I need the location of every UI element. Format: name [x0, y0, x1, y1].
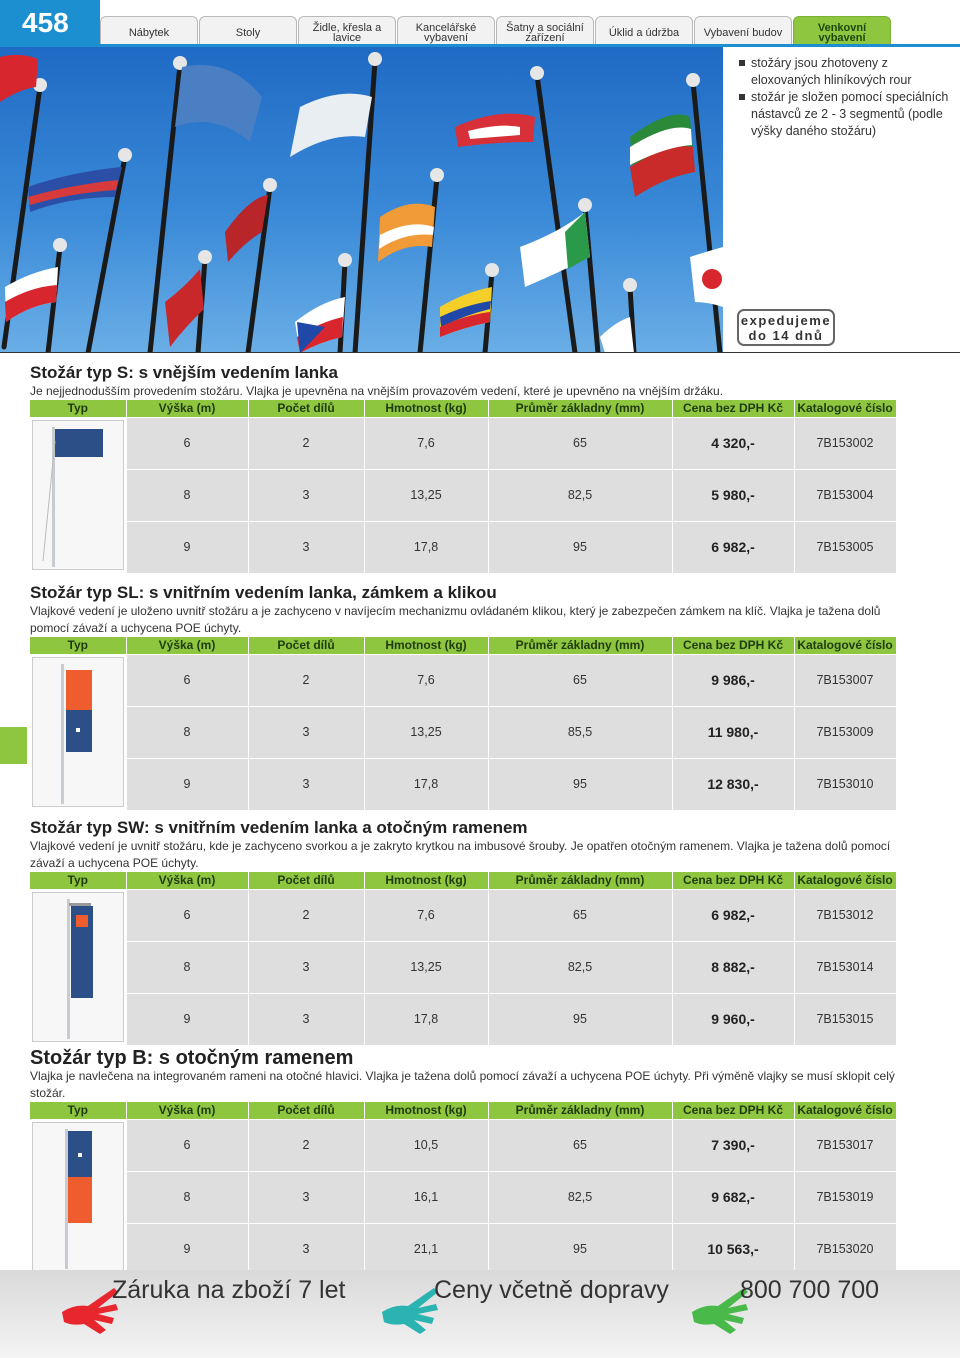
cell-height: 8	[126, 1171, 248, 1223]
cell-catalog: 7B153002	[794, 417, 896, 469]
col-cena: Cena bez DPH Kč	[672, 637, 794, 654]
photo-divider	[0, 352, 960, 353]
cell-diameter: 95	[488, 758, 672, 810]
section-title: Stožár typ S: s vnějším vedením lanka	[30, 363, 339, 382]
flagpole-sw-icon	[33, 893, 123, 1041]
col-cena: Cena bez DPH Kč	[672, 1102, 794, 1119]
cell-price: 9 960,-	[672, 993, 794, 1045]
footer-shipping: Ceny včetně dopravy	[434, 1276, 669, 1304]
table-row	[30, 889, 896, 941]
cell-catalog: 7B153004	[794, 469, 896, 521]
section-type-s	[30, 363, 896, 573]
cell-parts: 3	[248, 941, 364, 993]
table-header	[30, 1102, 896, 1119]
hand-icon-red	[58, 1282, 120, 1336]
flagpoles-photo	[0, 47, 723, 353]
col-typ: Typ	[30, 400, 126, 417]
bullet-material: stožáry jsou zhotoveny z eloxovaných hliníkových rour	[737, 55, 952, 89]
flagpole-s-icon	[33, 421, 123, 569]
cell-diameter: 85,5	[488, 706, 672, 758]
cell-parts: 3	[248, 521, 364, 573]
section-title: Stožár typ B: s otočným ramenem	[30, 1047, 354, 1069]
tab-venkovni[interactable]: Venkovní vybavení	[793, 16, 891, 45]
cell-parts: 3	[248, 993, 364, 1045]
cell-height: 9	[126, 993, 248, 1045]
col-typ: Typ	[30, 872, 126, 889]
cell-price: 9 682,-	[672, 1171, 794, 1223]
cell-weight: 7,6	[364, 889, 488, 941]
cell-diameter: 95	[488, 521, 672, 573]
price-table	[30, 1102, 897, 1275]
footer-phone[interactable]: 800 700 700	[740, 1276, 880, 1304]
cell-catalog: 7B153012	[794, 889, 896, 941]
col-vyska: Výška (m)	[126, 872, 248, 889]
cell-weight: 17,8	[364, 521, 488, 573]
cell-parts: 3	[248, 758, 364, 810]
cell-height: 8	[126, 706, 248, 758]
cell-weight: 13,25	[364, 469, 488, 521]
cell-weight: 17,8	[364, 758, 488, 810]
table-row	[30, 1223, 896, 1275]
col-vyska: Výška (m)	[126, 1102, 248, 1119]
cell-price: 5 980,-	[672, 469, 794, 521]
col-hmotnost: Hmotnost (kg)	[364, 400, 488, 417]
col-cena: Cena bez DPH Kč	[672, 400, 794, 417]
cell-diameter: 82,5	[488, 941, 672, 993]
price-table	[30, 637, 897, 810]
cell-weight: 17,8	[364, 993, 488, 1045]
cell-price: 9 986,-	[672, 654, 794, 706]
cell-height: 6	[126, 417, 248, 469]
col-vyska: Výška (m)	[126, 637, 248, 654]
section-description: Vlajka je navlečena na integrovaném rameni na otočné hlavici. Vlajka je tažena dolů pomocí závaží a uchycena POE úchyty. Při výměně vlajky se musí sklopit celý stožár.	[30, 1069, 895, 1100]
flagpole-sl-image	[32, 657, 124, 807]
shipping-badge	[737, 309, 835, 346]
shipping-badge-line2: do 14 dnů	[748, 328, 824, 343]
flagpole-sl-icon	[33, 658, 123, 806]
tab-satny[interactable]: Šatny a sociální zařízení	[496, 16, 594, 45]
col-pocet-dilu: Počet dílů	[248, 1102, 364, 1119]
table-row	[30, 758, 896, 810]
table-header	[30, 637, 896, 654]
product-image-cell	[30, 1119, 126, 1275]
col-prumer: Průměr základny (mm)	[488, 637, 672, 654]
cell-catalog: 7B153020	[794, 1223, 896, 1275]
cell-height: 6	[126, 1119, 248, 1171]
cell-height: 8	[126, 469, 248, 521]
cell-weight: 13,25	[364, 706, 488, 758]
col-typ: Typ	[30, 1102, 126, 1119]
col-katalog: Katalogové číslo	[794, 400, 896, 417]
flagpole-sw-image	[32, 892, 124, 1042]
cell-diameter: 95	[488, 993, 672, 1045]
cell-weight: 7,6	[364, 417, 488, 469]
cell-catalog: 7B153014	[794, 941, 896, 993]
price-table	[30, 872, 897, 1045]
cell-diameter: 65	[488, 1119, 672, 1171]
cell-weight: 10,5	[364, 1119, 488, 1171]
product-image-cell	[30, 654, 126, 810]
cell-parts: 3	[248, 706, 364, 758]
flagpoles-illustration	[0, 47, 723, 353]
flagpole-b-icon	[33, 1123, 123, 1271]
bullet-segments: stožár je složen pomocí speciálních nástavců ze 2 - 3 segmentů (podle výšky daného stožáru)	[737, 89, 952, 140]
table-row	[30, 706, 896, 758]
cell-catalog: 7B153010	[794, 758, 896, 810]
table-row	[30, 654, 896, 706]
tab-stoly[interactable]: Stoly	[199, 16, 297, 45]
cell-weight: 13,25	[364, 941, 488, 993]
cell-price: 6 982,-	[672, 521, 794, 573]
cell-height: 6	[126, 654, 248, 706]
cell-parts: 3	[248, 469, 364, 521]
cell-height: 9	[126, 521, 248, 573]
tab-zidle[interactable]: Židle, křesla a lavice	[298, 16, 396, 45]
cell-catalog: 7B153007	[794, 654, 896, 706]
cell-parts: 2	[248, 1119, 364, 1171]
flagpole-s-image	[32, 420, 124, 570]
intro-bullets	[737, 55, 952, 140]
cell-catalog: 7B153005	[794, 521, 896, 573]
page-number: 458	[0, 0, 100, 46]
tab-kancelarske[interactable]: Kancelářské vybavení	[397, 16, 495, 45]
cell-price: 11 980,-	[672, 706, 794, 758]
table-row	[30, 521, 896, 573]
table-row	[30, 469, 896, 521]
table-row	[30, 941, 896, 993]
col-cena: Cena bez DPH Kč	[672, 872, 794, 889]
cell-height: 9	[126, 758, 248, 810]
section-title: Stožár typ SW: s vnitřním vedením lanka a otočným ramenem	[30, 818, 528, 837]
cell-diameter: 95	[488, 1223, 672, 1275]
cell-parts: 3	[248, 1171, 364, 1223]
hand-icon-teal	[378, 1282, 440, 1336]
col-pocet-dilu: Počet dílů	[248, 637, 364, 654]
section-description: Vlajkové vedení je uloženo uvnitř stožáru a je zachyceno v navíjecím mechanizmu ovládaném klikou, který je zabezpečen zámkem na klíč. Vlajka je tažena dolů pomocí závaží a uchycena POE úchyty.	[30, 604, 881, 635]
product-image-cell	[30, 417, 126, 573]
cell-weight: 21,1	[364, 1223, 488, 1275]
product-image-cell	[30, 889, 126, 1045]
col-typ: Typ	[30, 637, 126, 654]
cell-diameter: 65	[488, 654, 672, 706]
col-pocet-dilu: Počet dílů	[248, 400, 364, 417]
cell-price: 8 882,-	[672, 941, 794, 993]
cell-price: 6 982,-	[672, 889, 794, 941]
cell-diameter: 65	[488, 889, 672, 941]
price-table	[30, 400, 897, 573]
cell-height: 9	[126, 1223, 248, 1275]
cell-weight: 7,6	[364, 654, 488, 706]
section-type-sl	[30, 583, 896, 810]
col-katalog: Katalogové číslo	[794, 872, 896, 889]
cell-catalog: 7B153019	[794, 1171, 896, 1223]
col-pocet-dilu: Počet dílů	[248, 872, 364, 889]
col-hmotnost: Hmotnost (kg)	[364, 1102, 488, 1119]
col-katalog: Katalogové číslo	[794, 637, 896, 654]
cell-price: 10 563,-	[672, 1223, 794, 1275]
cell-height: 8	[126, 941, 248, 993]
table-row	[30, 417, 896, 469]
section-description: Je nejjednodušším provedením stožáru. Vlajka je upevněna na vnějším provazovém vedení, které je upevněno na vnějším držáku.	[30, 384, 724, 398]
col-hmotnost: Hmotnost (kg)	[364, 872, 488, 889]
cell-diameter: 82,5	[488, 1171, 672, 1223]
cell-weight: 16,1	[364, 1171, 488, 1223]
cell-diameter: 82,5	[488, 469, 672, 521]
section-type-sw	[30, 818, 896, 1045]
cell-price: 7 390,-	[672, 1119, 794, 1171]
flagpole-b-image	[32, 1122, 124, 1272]
sidebar-color-tab	[0, 727, 27, 764]
cell-parts: 2	[248, 417, 364, 469]
cell-catalog: 7B153015	[794, 993, 896, 1045]
table-header	[30, 400, 896, 417]
cell-height: 6	[126, 889, 248, 941]
col-hmotnost: Hmotnost (kg)	[364, 637, 488, 654]
section-type-b	[30, 1048, 896, 1275]
cell-price: 4 320,-	[672, 417, 794, 469]
cell-parts: 2	[248, 654, 364, 706]
cell-parts: 2	[248, 889, 364, 941]
cell-catalog: 7B153017	[794, 1119, 896, 1171]
tab-vybaveni-budov[interactable]: Vybavení budov	[694, 16, 792, 45]
cell-price: 12 830,-	[672, 758, 794, 810]
section-title: Stožár typ SL: s vnitřním vedením lanka, zámkem a klikou	[30, 583, 497, 602]
table-header	[30, 872, 896, 889]
table-row	[30, 1171, 896, 1223]
cell-diameter: 65	[488, 417, 672, 469]
col-prumer: Průměr základny (mm)	[488, 1102, 672, 1119]
tab-nabytek[interactable]: Nábytek	[100, 16, 198, 45]
cell-parts: 3	[248, 1223, 364, 1275]
cell-catalog: 7B153009	[794, 706, 896, 758]
tab-uklid[interactable]: Úklid a údržba	[595, 16, 693, 45]
table-row	[30, 1119, 896, 1171]
table-row	[30, 993, 896, 1045]
col-vyska: Výška (m)	[126, 400, 248, 417]
section-description: Vlajkové vedení je uvnitř stožáru, kde je zachyceno svorkou a je zakryto krytkou na imbusové šrouby. Je opatřen otočným ramenem. Vlajka je tažena dolů pomocí závaží a uchycena POE úchyty.	[30, 839, 891, 870]
shipping-badge-line1: expedujeme	[740, 313, 832, 328]
category-tabs	[100, 16, 960, 45]
footer-warranty: Záruka na zboží 7 let	[112, 1276, 346, 1304]
col-prumer: Průměr základny (mm)	[488, 872, 672, 889]
col-katalog: Katalogové číslo	[794, 1102, 896, 1119]
col-prumer: Průměr základny (mm)	[488, 400, 672, 417]
